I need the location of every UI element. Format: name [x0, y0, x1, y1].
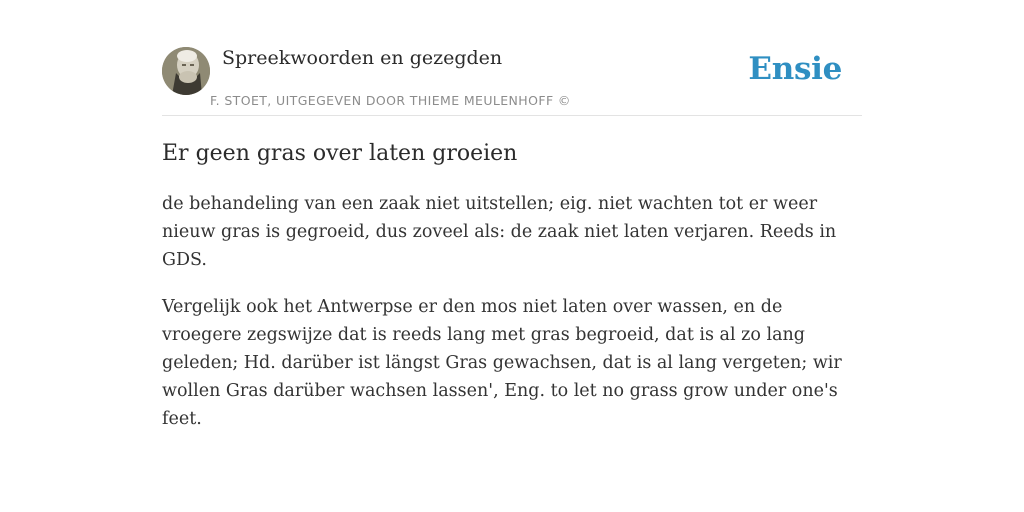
entry-paragraph: Vergelijk ook het Antwerpse er den mos niet laten over wassen, en de vroegere zegswijze dat is reeds lang met gras begroeid, dat is al zo lang geleden; Hd. darüber ist längst Gras gewachsen, dat is al lang vergeten; wir wollen Gras darüber wachsen lassen', Eng. to let no grass grow under one's feet.: [162, 297, 842, 429]
entry-content: [162, 138, 862, 452]
source-credit: F. STOET, UITGEGEVEN DOOR THIEME MEULENHOFF ©: [210, 93, 571, 108]
source-title[interactable]: Spreekwoorden en gezegden: [222, 47, 503, 69]
brand-logo[interactable]: Ensie: [748, 51, 842, 87]
entry-title: Er geen gras over laten groeien: [162, 141, 518, 166]
source-header: [162, 46, 862, 116]
entry-paragraph: de behandeling van een zaak niet uitstellen; eig. niet wachten tot er weer nieuw gras is gegroeid, dus zoveel als: de zaak niet laten verjaren. Reeds in GDS.: [162, 194, 837, 270]
author-portrait-icon[interactable]: [162, 47, 210, 95]
portrait-image: [162, 47, 210, 95]
